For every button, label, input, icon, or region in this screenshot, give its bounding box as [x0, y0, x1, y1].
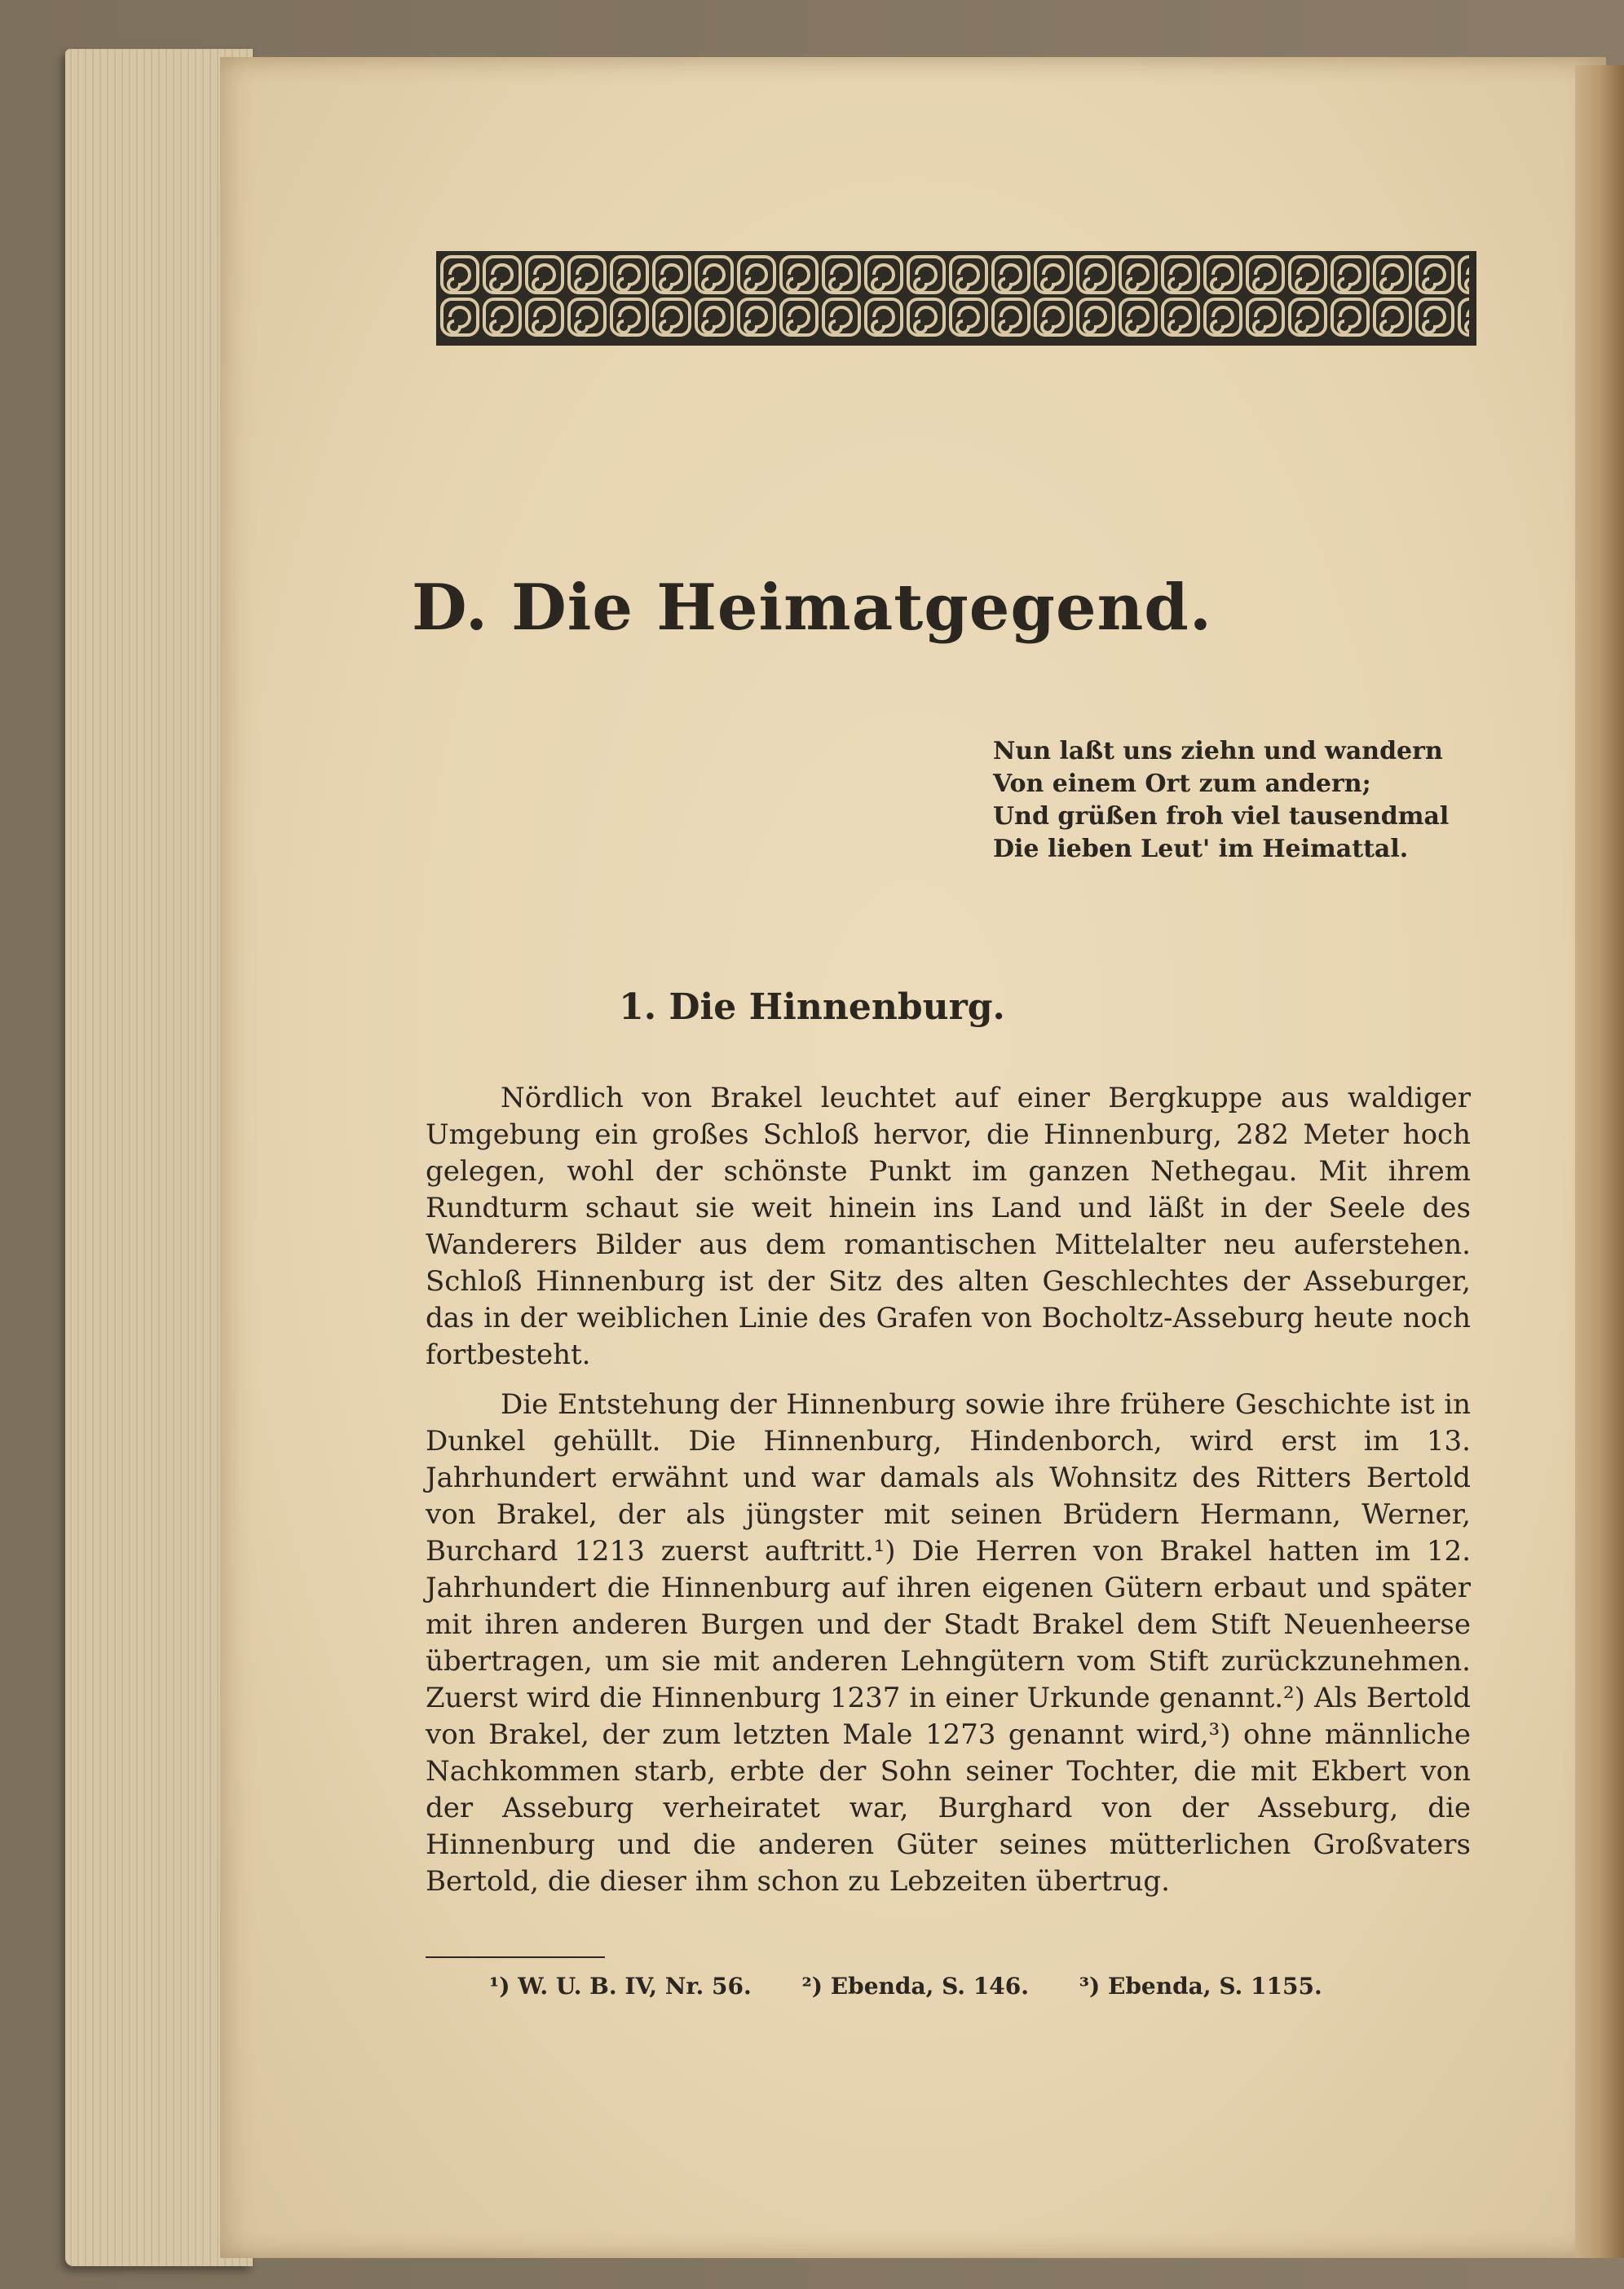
footnote-divider: [426, 1956, 605, 1958]
paragraph: Nördlich von Brakel leuchtet auf einer Bergkuppe aus waldiger Umgebung ein großes Schloß hervor, die Hinnenburg, 282 Meter hoch gelegen, wohl der schönste Punkt im ganzen Nethegau. Mit ihrem Rundturm schaut sie weit hinein ins Land und läßt in der Seele des Wanderers Bilder aus dem romantischen Mittelalter neu auferstehen. Schloß Hinnenburg ist der Sitz des alten Geschlechtes der Asseburger, das in der weiblichen Linie des Grafen von Bocholtz-Asseburg heute noch fortbesteht.: [426, 1082, 1471, 1371]
motto-line: Und grüßen froh viel tausendmal: [993, 802, 1450, 831]
chapter-title: D. Die Heimatgegend.: [411, 571, 1212, 645]
motto-verse: [993, 735, 1450, 866]
motto-line: Nun laßt uns ziehn und wandern: [993, 737, 1443, 765]
footnote: ³) Ebenda, S. 1155.: [1079, 1973, 1322, 2000]
body-text: [426, 1080, 1471, 1913]
section-title: 1. Die Hinnenburg.: [619, 986, 1005, 1028]
page-gutter: [1575, 65, 1624, 2258]
paragraph: Die Entstehung der Hinnenburg sowie ihre frühere Geschichte ist in Dunkel gehüllt. Die Hinnenburg, Hindenborch, wird erst im 13. Jahrhundert erwähnt und war damals als Wohnsitz des Ritters Bertold von Brakel, der als jüngster mit seinen Brüdern Hermann, Werner, Burchard 1213 zuerst auftritt.¹) Die Herren von Brakel hatten im 12. Jahrhundert die Hinnenburg auf ihren eigenen Gütern erbaut und später mit ihren anderen Burgen und der Stadt Brakel dem Stift Neuenheerse übertragen, um sie mit anderen Lehngütern vom Stift zurückzunehmen. Zuerst wird die Hinnenburg 1237 in einer Urkunde genannt.²) Als Bertold von Brakel, der zum letzten Male 1273 genannt wird,³) ohne männliche Nachkommen starb, erbte der Sohn seiner Tochter, die mit Ekbert von der Asseburg verheiratet war, Burghard von der Asseburg, die Hinnenburg und die anderen Güter seines mütterlichen Großvaters Bertold, die dieser ihm schon zu Lebzeiten übertrug.: [426, 1388, 1471, 1898]
footnote: ²) Ebenda, S. 146.: [801, 1973, 1029, 2000]
footnotes: [489, 1973, 1467, 2000]
footnote: ¹) W. U. B. IV, Nr. 56.: [489, 1973, 752, 2000]
motto-line: Die lieben Leut' im Heimattal.: [993, 835, 1409, 863]
ornament-pattern: [439, 254, 1469, 338]
motto-line: Von einem Ort zum andern;: [993, 770, 1371, 798]
ornament-band: [436, 251, 1476, 346]
